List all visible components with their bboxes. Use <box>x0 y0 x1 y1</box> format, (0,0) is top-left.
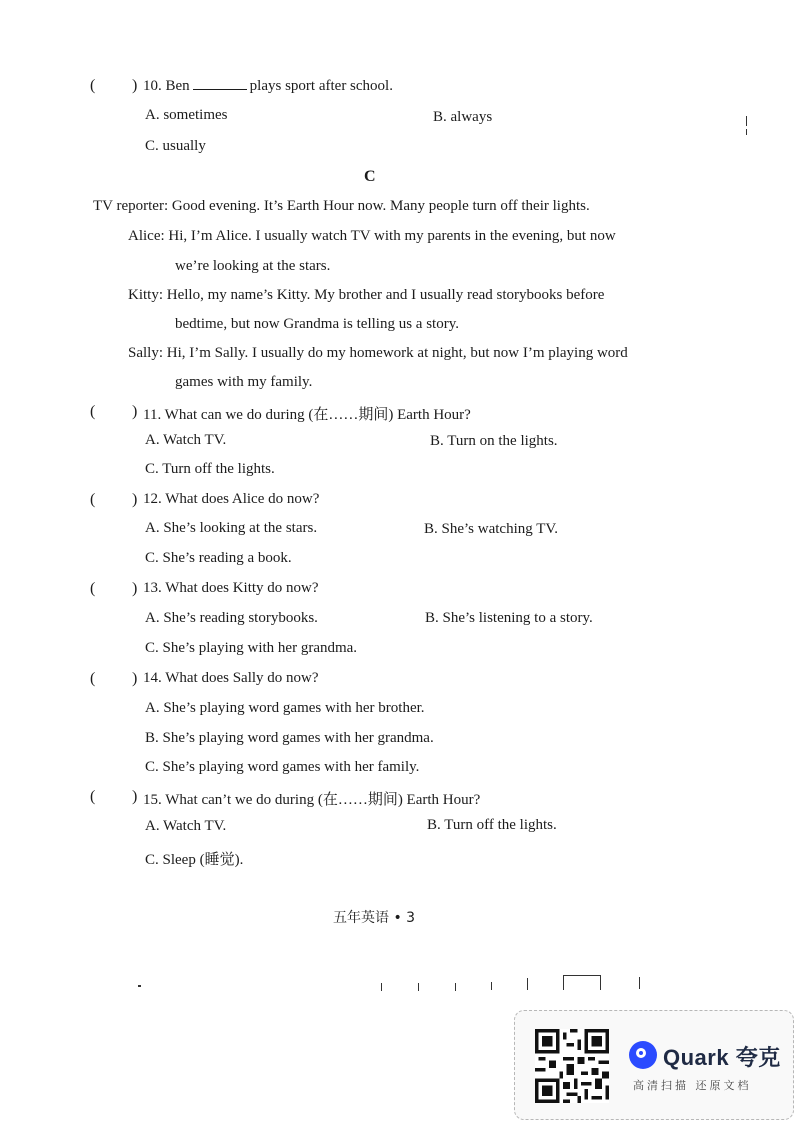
scan-mark <box>455 983 456 991</box>
option-c: C. Sleep (睡觉). <box>145 852 244 868</box>
scan-mark <box>639 977 640 989</box>
qr-code-icon <box>535 1029 609 1103</box>
option-b: B. She’s playing word games with her grandma. <box>145 730 434 746</box>
dialogue-line-sally: Sally: Hi, I’m Sally. I usually do my homework at night, but now I’m playing word <box>128 345 628 361</box>
quark-brand-name: Quark 夸克 <box>663 1045 781 1070</box>
option-b: B. She’s watching TV. <box>424 521 559 537</box>
dialogue-line-kitty-cont: bedtime, but now Grandma is telling us a story. <box>175 316 459 332</box>
question-11-stem: 11. What can we do during (在……期间) Earth Hour? <box>143 407 471 423</box>
option-a: A. Watch TV. <box>145 432 227 448</box>
question-14-stem: 14. What does Sally do now? <box>143 670 319 686</box>
answer-paren-close: ) <box>132 670 138 687</box>
scan-mark <box>381 983 382 991</box>
quark-tagline: 高清扫描 还原文档 <box>633 1079 752 1092</box>
scan-mark <box>138 985 141 987</box>
option-a: A. sometimes <box>145 107 228 123</box>
option-c: C. She’s playing with her grandma. <box>145 640 358 656</box>
scan-mark <box>746 129 747 135</box>
answer-paren-close: ) <box>132 580 138 597</box>
option-a: A. She’s playing word games with her brother. <box>145 700 425 716</box>
answer-paren-close: ) <box>132 77 138 94</box>
question-15-stem: 15. What can’t we do during (在……期间) Earth Hour? <box>143 792 481 808</box>
question-10-stem <box>143 77 393 95</box>
answer-paren-open: ( <box>90 788 96 805</box>
option-c: C. She’s playing word games with her family. <box>145 759 420 775</box>
answer-paren-open: ( <box>90 491 96 508</box>
scan-mark <box>527 978 528 990</box>
option-a: A. She’s looking at the stars. <box>145 520 318 536</box>
option-b: B. Turn off the lights. <box>427 817 557 833</box>
option-b: B. always <box>433 109 493 125</box>
answer-paren-close: ) <box>132 491 138 508</box>
answer-blank <box>193 77 247 90</box>
scan-mark <box>418 983 419 991</box>
answer-paren-open: ( <box>90 77 96 94</box>
question-13-stem: 13. What does Kitty do now? <box>143 580 319 596</box>
page-footer-label: 五年英语 • 3 <box>333 910 416 926</box>
option-c: C. usually <box>145 138 206 154</box>
dialogue-line-reporter: TV reporter: Good evening. It’s Earth Hour now. Many people turn off their lights. <box>93 198 590 214</box>
dialogue-line-kitty: Kitty: Hello, my name’s Kitty. My brother and I usually read storybooks before <box>128 287 605 303</box>
answer-paren-open: ( <box>90 580 96 597</box>
question-stem-after: plays sport after school. <box>249 78 393 94</box>
scan-mark <box>491 982 492 990</box>
option-a: A. Watch TV. <box>145 818 227 834</box>
question-stem-before: 10. Ben <box>143 78 190 94</box>
answer-paren-open: ( <box>90 670 96 687</box>
answer-paren-open: ( <box>90 403 96 420</box>
scan-bracket-mark <box>563 975 601 990</box>
quark-logo-icon <box>629 1041 657 1069</box>
option-b: B. Turn on the lights. <box>430 433 558 449</box>
question-12-stem: 12. What does Alice do now? <box>143 491 320 507</box>
answer-paren-close: ) <box>132 788 138 805</box>
option-b: B. She’s listening to a story. <box>425 610 593 626</box>
scan-mark <box>746 116 747 126</box>
dialogue-line-alice: Alice: Hi, I’m Alice. I usually watch TV with my parents in the evening, but now <box>128 228 616 244</box>
dialogue-line-alice-cont: we’re looking at the stars. <box>175 258 331 274</box>
dialogue-line-sally-cont: games with my family. <box>175 374 313 390</box>
answer-paren-close: ) <box>132 403 138 420</box>
option-c: C. Turn off the lights. <box>145 461 275 477</box>
option-a: A. She’s reading storybooks. <box>145 610 318 626</box>
quark-watermark <box>514 1010 794 1120</box>
section-title-c: C <box>364 168 376 185</box>
option-c: C. She’s reading a book. <box>145 550 292 566</box>
